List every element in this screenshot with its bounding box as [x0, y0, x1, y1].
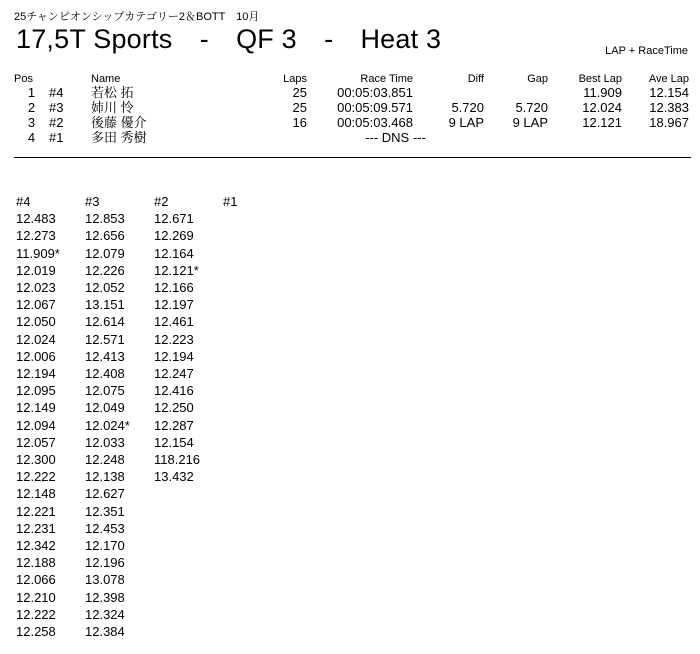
result-row: [14, 100, 689, 115]
gap: 9 LAP: [512, 115, 548, 130]
lap-time: [154, 623, 223, 640]
lap-row: [16, 623, 292, 640]
lap-row: [16, 279, 292, 296]
lap-time: [223, 571, 292, 588]
lap-row: [16, 537, 292, 554]
lap-time: 12.095: [16, 383, 56, 399]
lap-time: 12.408: [85, 366, 125, 382]
lap-time: 12.627: [85, 486, 125, 502]
lap-time: [154, 571, 223, 588]
lap-time: [154, 589, 223, 606]
lap-time: 12.258: [16, 624, 56, 640]
results-table: [14, 72, 689, 145]
laps: [241, 130, 307, 145]
ave-lap: 18.967: [649, 115, 689, 130]
lap-row: [16, 434, 292, 451]
lap-time: 12.067: [16, 297, 56, 313]
lap-row: [16, 365, 292, 382]
lap-time: 12.351: [85, 503, 125, 519]
lap-row: [16, 468, 292, 485]
lap-time: [223, 606, 292, 623]
pos: 3: [27, 115, 36, 130]
col-pos: Pos: [14, 73, 33, 85]
lap-time: 12.231: [16, 520, 56, 536]
lap-row: [16, 417, 292, 434]
lap-time: 12.483: [16, 211, 56, 227]
lap-time: 12.154: [154, 434, 194, 450]
lap-time: 12.194: [16, 366, 56, 382]
lap-time: [154, 520, 223, 537]
lap-row: [16, 382, 292, 399]
lap-row: [16, 520, 292, 537]
lap-time: 12.250: [154, 400, 194, 416]
lap-time: 12.024*: [85, 417, 130, 433]
race-time: 00:05:03.468: [337, 115, 413, 130]
col-ave-lap: Ave Lap: [648, 73, 689, 85]
lap-row: [16, 331, 292, 348]
lap-row: [16, 245, 292, 262]
lap-time: 12.614: [85, 314, 125, 330]
report-type: LAP + RaceTime: [605, 45, 688, 57]
best-lap: 12.024: [582, 100, 622, 115]
lap-time: 12.461: [154, 314, 194, 330]
lap-row: [16, 348, 292, 365]
lap-time: 12.221: [16, 503, 56, 519]
results-header-row: [14, 72, 689, 85]
col-name: Name: [91, 73, 121, 85]
driver-name: 多田 秀樹: [91, 130, 147, 145]
lap-time: [223, 262, 292, 279]
lap-time: 11.909*: [16, 245, 60, 261]
lap-time: 12.050: [16, 314, 56, 330]
lap-time: 12.066: [16, 572, 56, 588]
divider: [14, 157, 691, 158]
lap-row: [16, 503, 292, 520]
lap-time: [223, 434, 292, 451]
best-lap: [548, 130, 622, 145]
lap-time: 12.057: [16, 434, 56, 450]
lap-row: [16, 210, 292, 227]
lap-time: 12.019: [16, 262, 56, 278]
lap-row: [16, 451, 292, 468]
lap-row: [16, 227, 292, 244]
lap-time: [223, 451, 292, 468]
car-number: #1: [49, 130, 64, 145]
diff: [413, 85, 484, 100]
race-time: 00:05:03.851: [337, 85, 413, 100]
lap-time: [223, 399, 292, 416]
lap-col-header: #4: [16, 194, 31, 209]
lap-row: [16, 554, 292, 571]
ave-lap: 12.154: [649, 85, 689, 100]
lap-time: 12.222: [16, 469, 56, 485]
lap-time: 12.398: [85, 589, 125, 605]
lap-time: 12.148: [16, 486, 56, 502]
lap-row: [16, 399, 292, 416]
lap-time: 12.247: [154, 366, 194, 382]
pos: 1: [27, 85, 36, 100]
lap-time: 13.078: [85, 572, 125, 588]
lap-time: 12.671: [154, 211, 194, 227]
best-lap: 11.909: [583, 85, 622, 100]
lap-time: [154, 554, 223, 571]
col-laps: Laps: [283, 73, 307, 85]
race-time: --- DNS ---: [365, 130, 426, 145]
laps: 25: [292, 100, 307, 115]
col-diff: Diff: [467, 73, 484, 85]
pos: 4: [27, 130, 36, 145]
lap-time: [154, 503, 223, 520]
lap-time: 13.432: [154, 469, 194, 485]
gap: [484, 85, 548, 100]
lap-time: [154, 485, 223, 502]
lap-row: [16, 313, 292, 330]
lap-time: [223, 227, 292, 244]
lap-time: [223, 245, 292, 262]
lap-time: 12.300: [16, 452, 56, 468]
lap-times-table: [16, 193, 292, 640]
lap-time: 12.342: [16, 538, 56, 554]
car-number: #4: [49, 85, 64, 100]
gap: 5.720: [515, 100, 548, 115]
lap-time: 12.075: [85, 383, 125, 399]
lap-time: [223, 365, 292, 382]
lap-time: 12.149: [16, 400, 56, 416]
lap-time: 12.269: [154, 228, 194, 244]
lap-time: [223, 279, 292, 296]
lap-time: [223, 417, 292, 434]
driver-name: 姉川 怜: [91, 100, 134, 115]
lap-row: [16, 296, 292, 313]
lap-time: 12.248: [85, 452, 125, 468]
lap-time: 12.033: [85, 434, 125, 450]
lap-time: 12.023: [16, 280, 56, 296]
event-name: 25チャンピオンシップカテゴリー2＆BOTT 10月: [14, 11, 260, 23]
lap-time: 12.416: [154, 383, 194, 399]
lap-row: [16, 589, 292, 606]
lap-time: 12.384: [85, 624, 125, 640]
lap-header-row: [16, 193, 292, 210]
laps: 25: [292, 85, 307, 100]
lap-col-header: #3: [85, 194, 100, 209]
lap-time: 12.138: [85, 469, 125, 485]
lap-col-header: #2: [154, 194, 169, 209]
driver-name: 後藤 優介: [91, 115, 147, 130]
lap-time: 12.094: [16, 417, 56, 433]
lap-row: [16, 571, 292, 588]
lap-time: 12.571: [85, 331, 125, 347]
lap-time: [223, 296, 292, 313]
lap-time: 12.853: [85, 211, 125, 227]
lap-row: [16, 485, 292, 502]
lap-time: 12.226: [85, 262, 125, 278]
lap-time: [223, 348, 292, 365]
lap-time: [154, 537, 223, 554]
pos: 2: [27, 100, 36, 115]
lap-time: [223, 554, 292, 571]
result-row: [14, 115, 689, 130]
lap-time: [223, 485, 292, 502]
lap-row: [16, 606, 292, 623]
col-race-time: Race Time: [360, 73, 413, 85]
lap-time: [223, 382, 292, 399]
ave-lap: [622, 130, 689, 145]
lap-time: 12.453: [85, 520, 125, 536]
lap-time: 12.223: [154, 331, 194, 347]
lap-time: 12.194: [154, 348, 194, 364]
lap-time: [223, 210, 292, 227]
lap-time: [223, 537, 292, 554]
col-gap: Gap: [527, 73, 548, 85]
lap-time: 12.188: [16, 555, 56, 571]
lap-time: [223, 589, 292, 606]
lap-time: [223, 503, 292, 520]
lap-time: 12.196: [85, 555, 125, 571]
lap-time: 12.210: [16, 589, 56, 605]
lap-time: 13.151: [85, 297, 125, 313]
diff: 5.720: [451, 100, 484, 115]
diff: 9 LAP: [448, 115, 484, 130]
lap-time: [223, 313, 292, 330]
lap-time: [154, 606, 223, 623]
lap-time: 12.166: [154, 280, 194, 296]
lap-time: 12.413: [85, 348, 125, 364]
result-row: [14, 130, 689, 145]
result-row: [14, 85, 689, 100]
driver-name: 若松 拓: [91, 85, 134, 100]
lap-time: 12.049: [85, 400, 125, 416]
lap-time: 12.121*: [154, 262, 199, 278]
car-number: #2: [49, 115, 64, 130]
lap-time: 12.656: [85, 228, 125, 244]
lap-time: [223, 623, 292, 640]
lap-time: 12.222: [16, 606, 56, 622]
lap-time: 12.052: [85, 280, 125, 296]
col-best-lap: Best Lap: [578, 73, 622, 85]
lap-time: 12.273: [16, 228, 56, 244]
lap-time: 12.324: [85, 606, 125, 622]
lap-time: [223, 520, 292, 537]
lap-time: 12.287: [154, 417, 194, 433]
gap: [484, 130, 548, 145]
lap-time: 12.079: [85, 245, 125, 261]
lap-time: 12.164: [154, 245, 194, 261]
lap-time: 118.216: [154, 452, 201, 468]
lap-time: [223, 468, 292, 485]
lap-time: [223, 331, 292, 348]
col-no: [49, 72, 91, 85]
lap-time: 12.197: [154, 297, 194, 313]
lap-time: 12.170: [85, 538, 125, 554]
lap-col-header: #1: [223, 194, 238, 209]
page-title: 17,5T Sports - QF 3 - Heat 3: [16, 24, 442, 54]
car-number: #3: [49, 100, 64, 115]
best-lap: 12.121: [582, 115, 622, 130]
laps: 16: [292, 115, 307, 130]
lap-row: [16, 262, 292, 279]
ave-lap: 12.383: [649, 100, 689, 115]
lap-time: 12.006: [16, 348, 56, 364]
lap-time: 12.024: [16, 331, 56, 347]
race-time: 00:05:09.571: [337, 100, 413, 115]
